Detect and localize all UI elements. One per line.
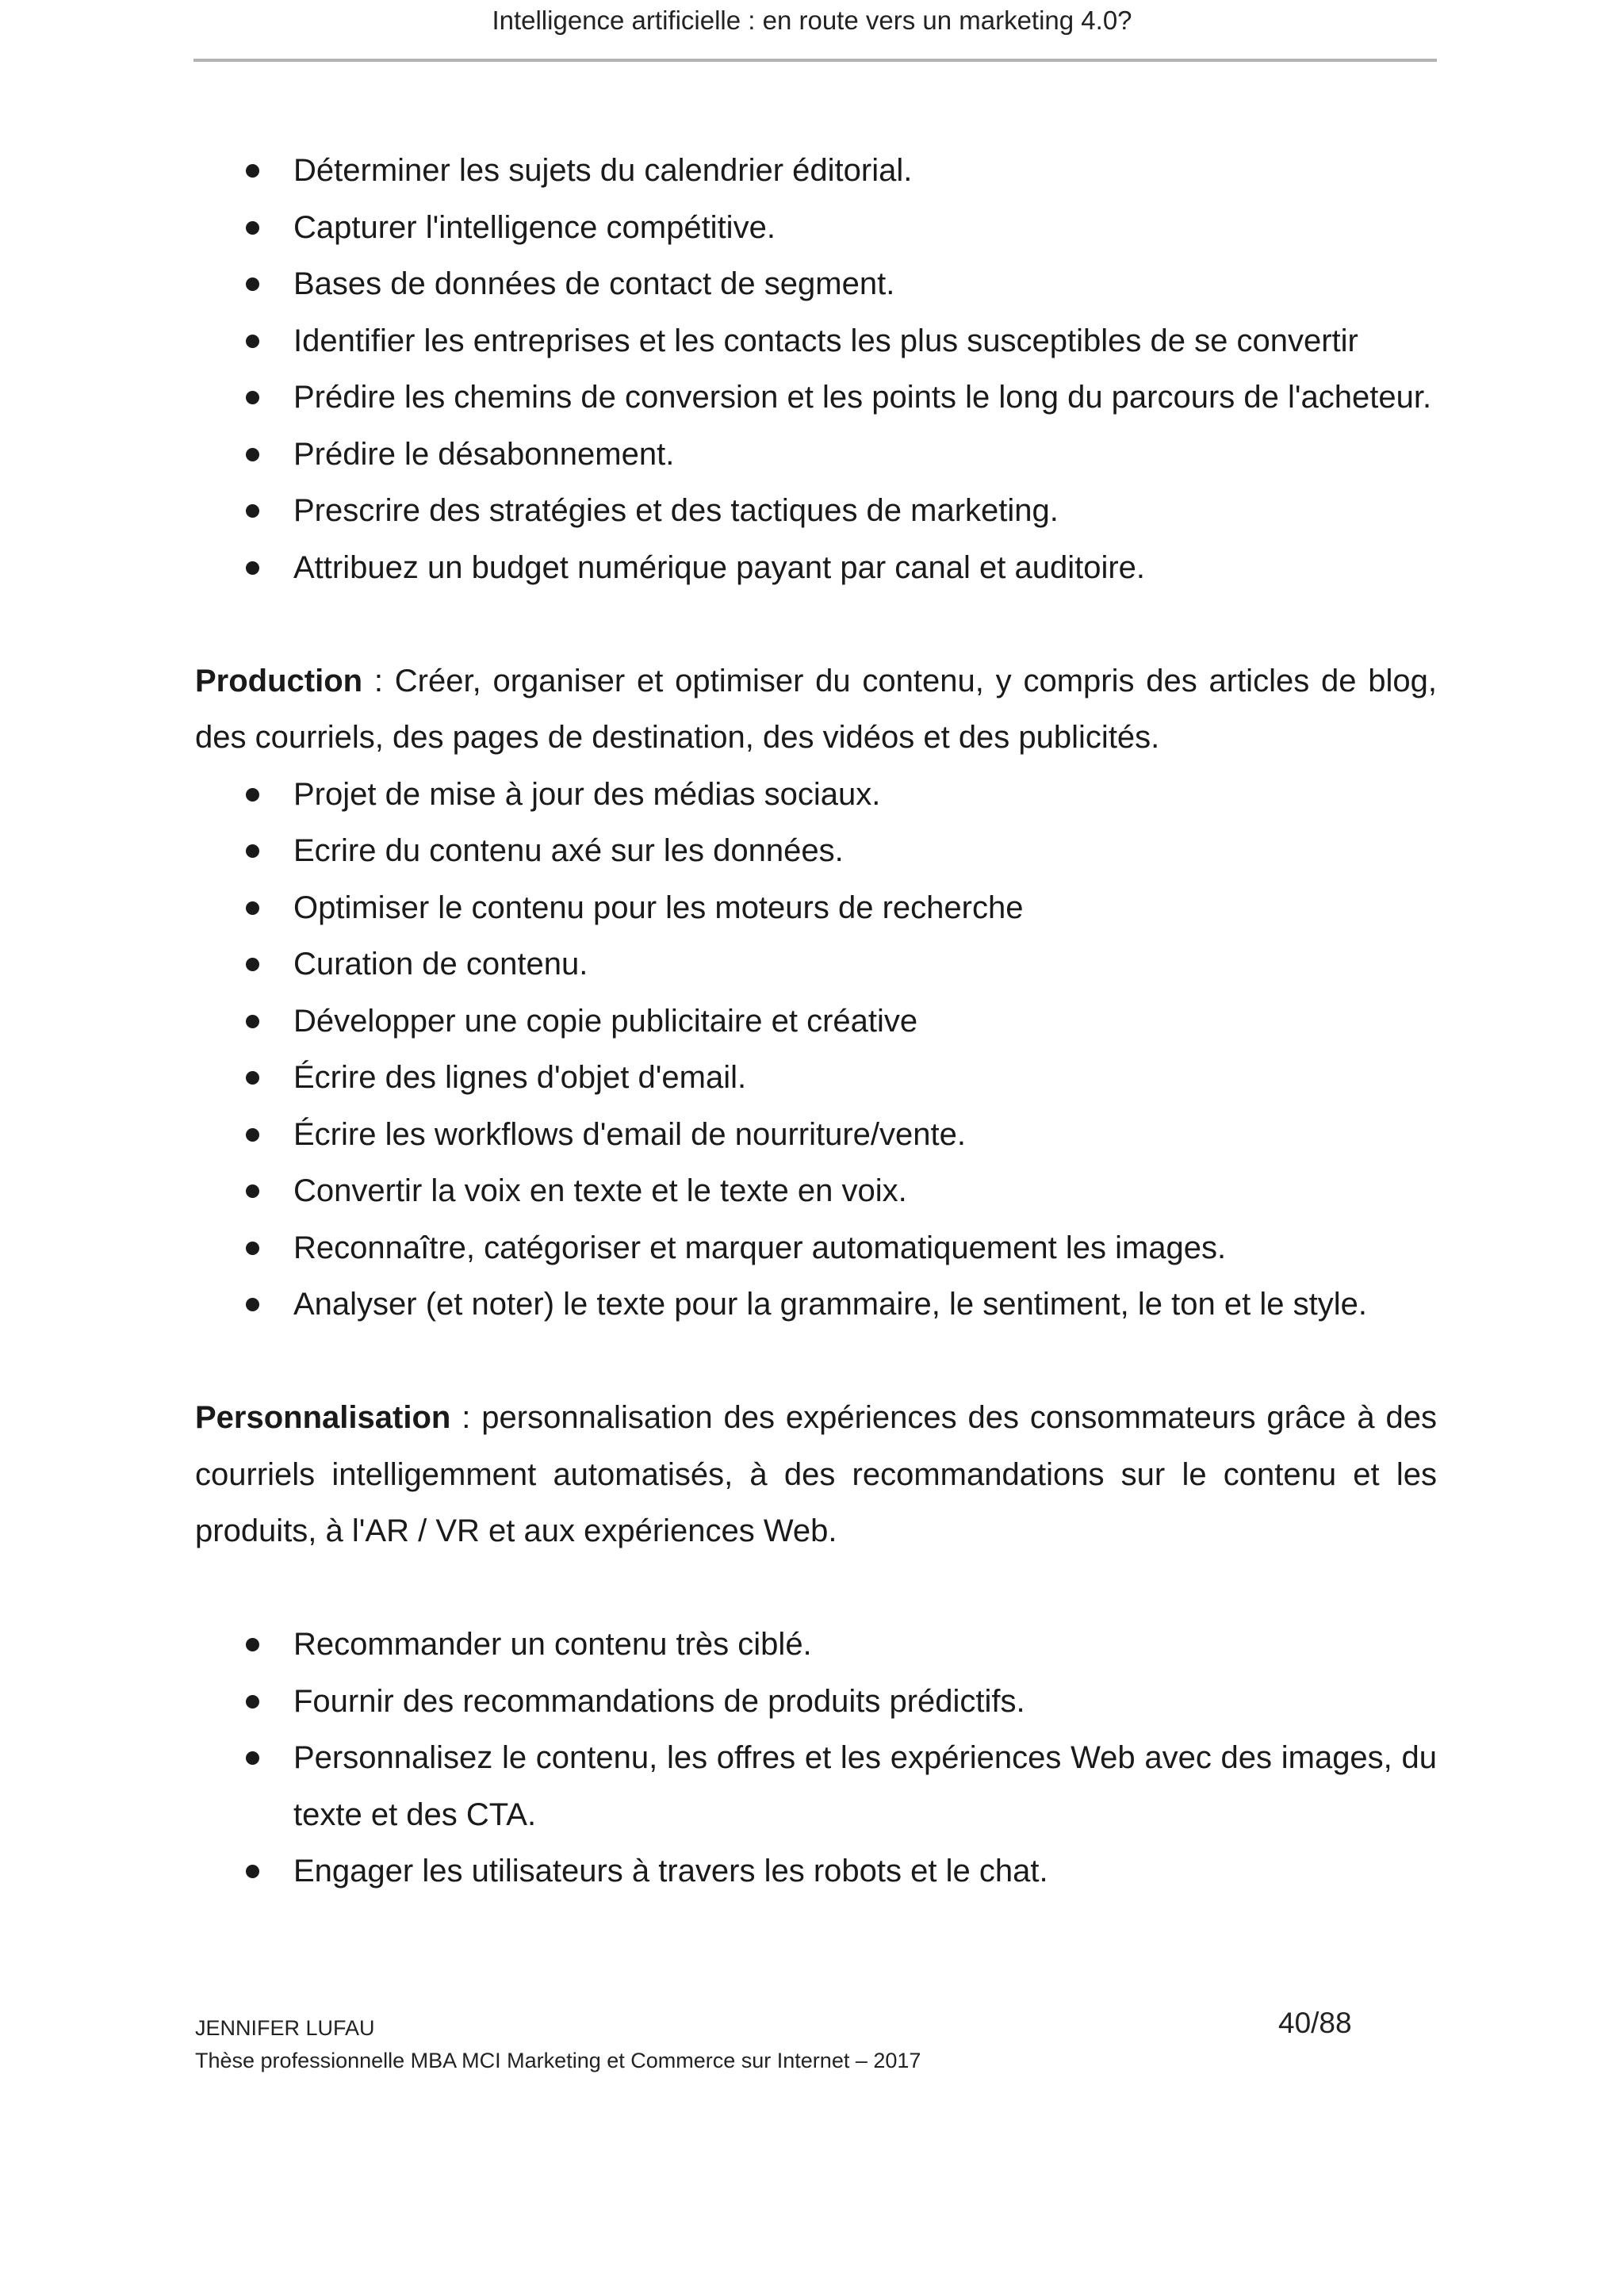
personnalisation-bullet-list (195, 1617, 1437, 1900)
list-item: Écrire des lignes d'objet d'email. (195, 1050, 1437, 1107)
bullet-icon (246, 1242, 259, 1255)
list-item: Ecrire du contenu axé sur les données. (195, 823, 1437, 880)
production-bullet-list (195, 767, 1437, 1334)
bullet-icon (246, 221, 259, 235)
list-item: Prescrire des stratégies et des tactiques de marketing. (195, 483, 1437, 540)
production-term: Production (195, 663, 363, 698)
bullet-icon (246, 1865, 259, 1878)
list-item: Personnalisez le contenu, les offres et les expériences Web avec des images, du texte et des CTA. (195, 1730, 1437, 1843)
list-item: Recommander un contenu très ciblé. (195, 1617, 1437, 1674)
list-item: Analyser (et noter) le texte pour la grammaire, le sentiment, le ton et le style. (195, 1276, 1437, 1334)
list-item: Engager les utilisateurs à travers les robots et le chat. (195, 1843, 1437, 1900)
list-item: Reconnaître, catégoriser et marquer automatiquement les images. (195, 1220, 1437, 1277)
page-body (195, 143, 1437, 1900)
bullet-icon (246, 448, 259, 461)
bullet-icon (246, 561, 259, 575)
list-item: Curation de contenu. (195, 936, 1437, 993)
list-item: Écrire les workflows d'email de nourriture/vente. (195, 1107, 1437, 1164)
list-item: Déterminer les sujets du calendrier éditorial. (195, 143, 1437, 200)
bullet-icon (246, 1128, 259, 1142)
bullet-icon (246, 901, 259, 915)
intro-bullet-list (195, 143, 1437, 596)
running-header: Intelligence artificielle : en route vers un marketing 4.0? (492, 6, 1132, 35)
bullet-icon (246, 958, 259, 971)
page-number: 40/88 (1278, 2007, 1352, 2039)
list-item: Fournir des recommandations de produits prédictifs. (195, 1674, 1437, 1731)
page-footer (195, 2012, 921, 2077)
list-item: Prédire le désabonnement. (195, 427, 1437, 484)
section-spacer (195, 596, 1437, 653)
bullet-icon (246, 1751, 259, 1765)
bullet-icon (246, 335, 259, 348)
bullet-icon (246, 504, 259, 518)
production-text: : Créer, organiser et optimiser du contenu, y compris des articles de blog, des courriels, des pages de destination, des vidéos et des publicités. (195, 663, 1437, 755)
personnalisation-text: : personnalisation des expériences des consommateurs grâce à des courriels intelligemment automatisés, à des recommandations sur le contenu et les produits, à l'AR / VR et aux expériences Web. (195, 1400, 1437, 1548)
list-item: Optimiser le contenu pour les moteurs de recherche (195, 880, 1437, 937)
list-item: Identifier les entreprises et les contacts les plus susceptibles de se convertir (195, 313, 1437, 370)
personnalisation-term: Personnalisation (195, 1400, 451, 1435)
bullet-icon (246, 164, 259, 178)
header-divider (193, 59, 1437, 62)
bullet-icon (246, 1695, 259, 1709)
bullet-icon (246, 788, 259, 802)
personnalisation-paragraph (195, 1390, 1437, 1560)
list-item: Bases de données de contact de segment. (195, 256, 1437, 313)
bullet-icon (246, 277, 259, 291)
list-item: Convertir la voix en texte et le texte en voix. (195, 1163, 1437, 1220)
bullet-icon (246, 1298, 259, 1311)
list-item: Développer une copie publicitaire et créative (195, 993, 1437, 1050)
bullet-icon (246, 1184, 259, 1198)
bullet-icon (246, 1638, 259, 1651)
bullet-icon (246, 1015, 259, 1028)
bullet-icon (246, 1071, 259, 1085)
footer-thesis: Thèse professionnelle MBA MCI Marketing et Commerce sur Internet – 2017 (195, 2049, 921, 2072)
list-item: Attribuez un budget numérique payant par canal et auditoire. (195, 540, 1437, 597)
production-paragraph (195, 653, 1437, 767)
footer-author: JENNIFER LUFAU (195, 2016, 375, 2040)
section-spacer (195, 1560, 1437, 1617)
list-item: Projet de mise à jour des médias sociaux. (195, 767, 1437, 824)
list-item: Prédire les chemins de conversion et les points le long du parcours de l'acheteur. (195, 369, 1437, 427)
section-spacer (195, 1334, 1437, 1391)
bullet-icon (246, 844, 259, 858)
list-item: Capturer l'intelligence compétitive. (195, 200, 1437, 257)
bullet-icon (246, 391, 259, 404)
